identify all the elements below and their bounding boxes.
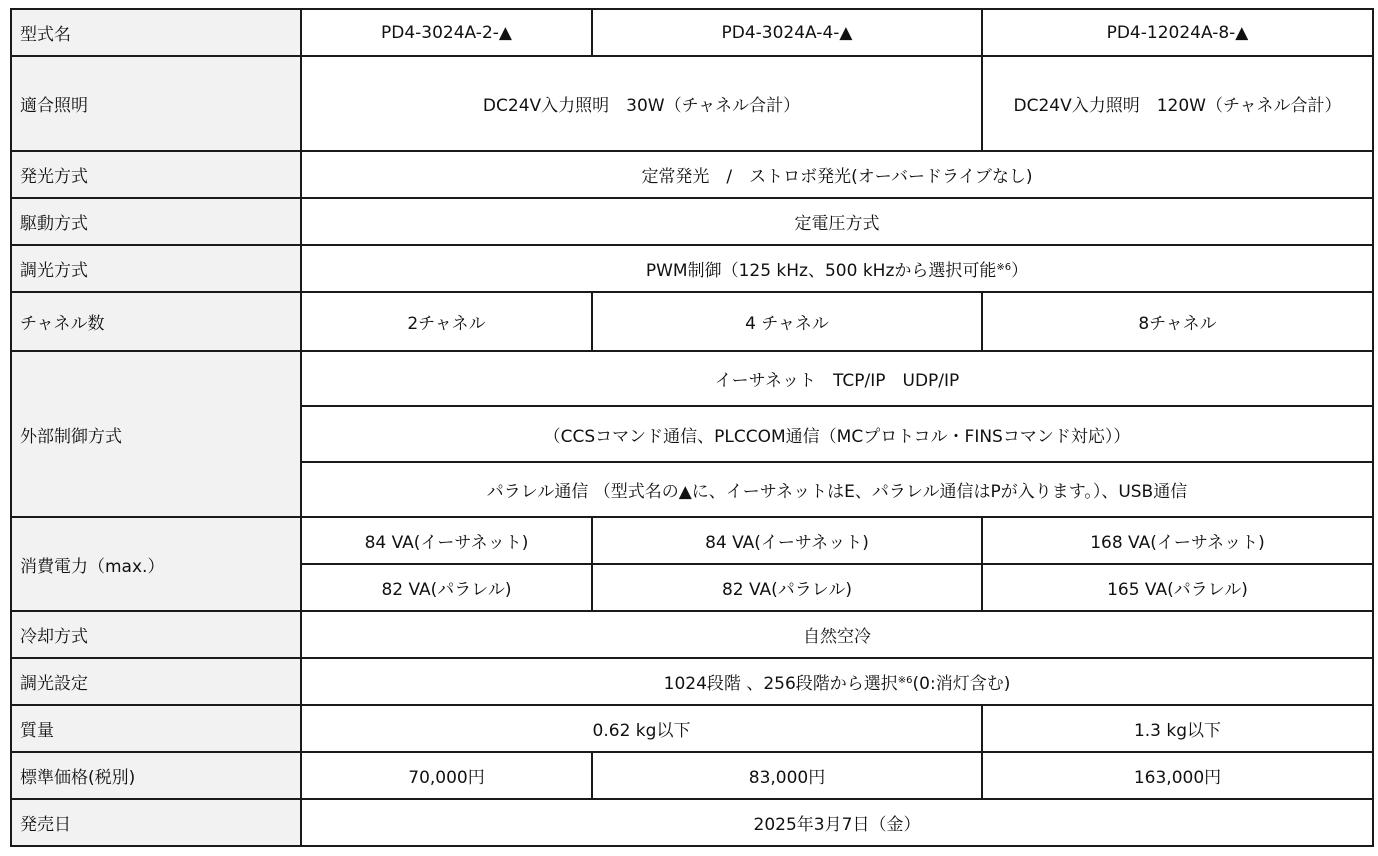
- external-line-2: （CCSコマンド通信、PLCCOM通信（MCプロトコル・FINSコマンド対応））: [301, 406, 1373, 462]
- row-release: [11, 799, 1373, 846]
- channels-label: チャネル数: [11, 292, 301, 351]
- spec-table: [10, 8, 1374, 847]
- release-value: 2025年3月7日（金）: [301, 799, 1373, 846]
- row-external-1: [11, 351, 1373, 406]
- power-eth-2: 84 VA(イーサネット): [592, 517, 982, 564]
- row-cooling: [11, 611, 1373, 658]
- power-eth-3: 168 VA(イーサネット): [982, 517, 1373, 564]
- price-label: 標準価格(税別): [11, 752, 301, 799]
- release-label: 発売日: [11, 799, 301, 846]
- row-channels: [11, 292, 1373, 351]
- external-label: 外部制御方式: [11, 351, 301, 517]
- row-price: [11, 752, 1373, 799]
- lighting-small: DC24V入力照明 30W（チャネル合計）: [301, 56, 982, 151]
- power-label: 消費電力（max.）: [11, 517, 301, 611]
- dimming-method-suffix: ）: [1011, 261, 1029, 281]
- power-par-1: 82 VA(パラレル): [301, 564, 592, 611]
- lighting-label: 適合照明: [11, 56, 301, 151]
- emission-label: 発光方式: [11, 151, 301, 198]
- dimming-setting-suffix: (0:消灯含む): [912, 674, 1011, 694]
- channels-3: 8チャネル: [982, 292, 1373, 351]
- external-line-3: パラレル通信 （型式名の▲に、イーサネットはE、パラレル通信はPが入ります。）、USB通信: [301, 462, 1373, 517]
- dimming-setting-note: ※6: [897, 675, 913, 686]
- model-label: 型式名: [11, 9, 301, 56]
- row-drive: [11, 198, 1373, 245]
- price-3: 163,000円: [982, 752, 1373, 799]
- row-lighting: [11, 56, 1373, 151]
- price-2: 83,000円: [592, 752, 982, 799]
- lighting-large: DC24V入力照明 120W（チャネル合計）: [982, 56, 1373, 151]
- drive-label: 駆動方式: [11, 198, 301, 245]
- row-dimming-setting: [11, 658, 1373, 705]
- row-power-ethernet: [11, 517, 1373, 564]
- external-line-1: イーサネット TCP/IP UDP/IP: [301, 351, 1373, 406]
- dimming-method-text: PWM制御（125 kHz、500 kHzから選択可能: [645, 261, 997, 281]
- dimming-method-label: 調光方式: [11, 245, 301, 292]
- model-1: PD4-3024A-2-▲: [301, 9, 592, 56]
- weight-large: 1.3 kg以下: [982, 705, 1373, 752]
- power-eth-1: 84 VA(イーサネット): [301, 517, 592, 564]
- cooling-label: 冷却方式: [11, 611, 301, 658]
- dimming-setting-label: 調光設定: [11, 658, 301, 705]
- row-weight: [11, 705, 1373, 752]
- price-1: 70,000円: [301, 752, 592, 799]
- power-par-3: 165 VA(パラレル): [982, 564, 1373, 611]
- dimming-setting-text: 1024段階 、256段階から選択: [663, 674, 898, 694]
- dimming-method-value: [301, 245, 1373, 292]
- channels-1: 2チャネル: [301, 292, 592, 351]
- row-model: [11, 9, 1373, 56]
- emission-value: 定常発光 / ストロボ発光(オーバードライブなし): [301, 151, 1373, 198]
- weight-label: 質量: [11, 705, 301, 752]
- channels-2: 4 チャネル: [592, 292, 982, 351]
- model-3: PD4-12024A-8-▲: [982, 9, 1373, 56]
- row-dimming-method: [11, 245, 1373, 292]
- power-par-2: 82 VA(パラレル): [592, 564, 982, 611]
- drive-value: 定電圧方式: [301, 198, 1373, 245]
- model-2: PD4-3024A-4-▲: [592, 9, 982, 56]
- row-emission: [11, 151, 1373, 198]
- dimming-setting-value: [301, 658, 1373, 705]
- weight-small: 0.62 kg以下: [301, 705, 982, 752]
- cooling-value: 自然空冷: [301, 611, 1373, 658]
- dimming-method-note: ※6: [996, 262, 1012, 273]
